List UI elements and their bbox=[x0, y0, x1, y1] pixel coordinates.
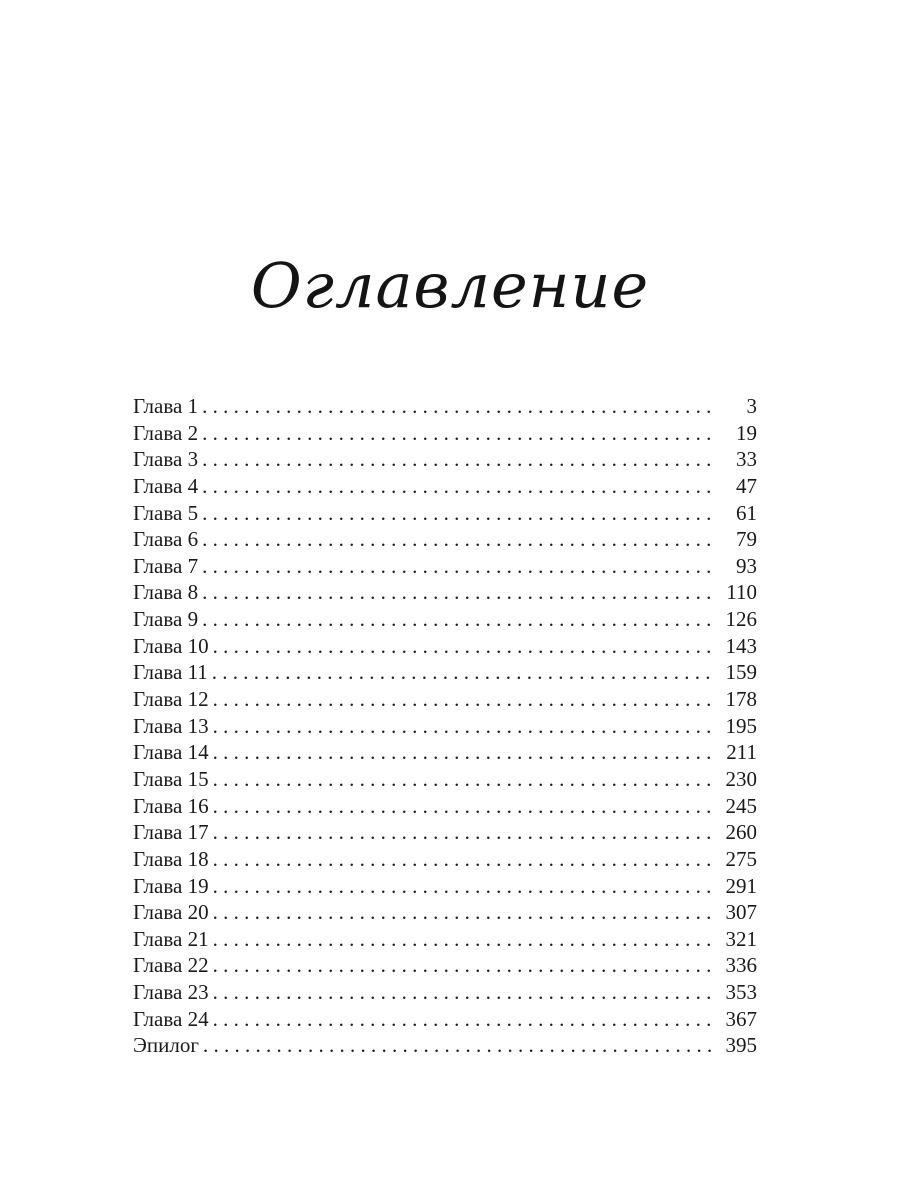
toc-entry-page: 159 bbox=[725, 660, 757, 685]
dot-leader bbox=[213, 713, 711, 740]
toc-entry bbox=[133, 500, 757, 527]
toc-entry-label: Глава 14 bbox=[133, 740, 209, 765]
dot-leader bbox=[202, 420, 711, 447]
toc-entry-page: 143 bbox=[725, 633, 757, 658]
dot-leader bbox=[202, 446, 711, 473]
toc-entry-label: Глава 1 bbox=[133, 394, 199, 418]
toc-entry-page: 178 bbox=[725, 687, 757, 712]
toc-entry-page: 3 bbox=[746, 394, 757, 418]
toc-entry-page: 33 bbox=[736, 447, 757, 472]
toc-entry-label: Глава 11 bbox=[133, 660, 208, 685]
toc-entry-label: Глава 9 bbox=[133, 607, 199, 632]
toc-entry-label: Глава 2 bbox=[133, 420, 199, 445]
toc-entry bbox=[133, 526, 757, 553]
dot-leader bbox=[212, 659, 711, 686]
toc-entry-label: Глава 16 bbox=[133, 793, 209, 818]
toc-entry bbox=[133, 446, 757, 473]
dot-leader bbox=[213, 899, 711, 926]
toc-entry bbox=[133, 819, 757, 846]
toc-entry-label: Глава 6 bbox=[133, 527, 199, 552]
toc-entry bbox=[133, 420, 757, 447]
toc-entry bbox=[133, 873, 757, 900]
toc-entry bbox=[133, 659, 757, 686]
dot-leader bbox=[213, 979, 711, 1006]
dot-leader bbox=[202, 473, 711, 500]
dot-leader bbox=[213, 686, 711, 713]
page-title: Оглавление bbox=[250, 249, 650, 322]
dot-leader bbox=[202, 526, 711, 553]
toc-entry-label: Глава 5 bbox=[133, 500, 199, 525]
toc-entry bbox=[133, 713, 757, 740]
toc-entry-label: Глава 12 bbox=[133, 687, 209, 712]
toc-entry bbox=[133, 1006, 757, 1033]
toc-entry-page: 79 bbox=[736, 527, 757, 552]
toc-entry bbox=[133, 633, 757, 660]
toc-entry-label: Глава 23 bbox=[133, 980, 209, 1005]
toc-entry-label: Глава 3 bbox=[133, 447, 199, 472]
dot-leader bbox=[202, 606, 711, 633]
toc-entry-label: Глава 17 bbox=[133, 820, 209, 845]
toc-entry-page: 395 bbox=[725, 1033, 757, 1058]
toc-entry-page: 367 bbox=[725, 1006, 757, 1031]
toc-entry-page: 126 bbox=[725, 607, 757, 632]
toc-entry bbox=[133, 606, 757, 633]
dot-leader bbox=[213, 766, 711, 793]
dot-leader bbox=[213, 873, 711, 900]
dot-leader bbox=[213, 793, 711, 820]
toc-entry-label: Глава 22 bbox=[133, 953, 209, 978]
dot-leader bbox=[202, 393, 711, 420]
toc-entry-label: Глава 21 bbox=[133, 926, 209, 951]
toc-entry-label: Глава 20 bbox=[133, 900, 209, 925]
dot-leader bbox=[213, 846, 711, 873]
dot-leader bbox=[213, 633, 711, 660]
toc-entry bbox=[133, 553, 757, 580]
toc-entry-label: Глава 10 bbox=[133, 633, 209, 658]
toc-entry bbox=[133, 926, 757, 953]
dot-leader bbox=[202, 500, 711, 527]
toc-entry-label: Глава 18 bbox=[133, 846, 209, 871]
toc-entry-page: 230 bbox=[725, 766, 757, 791]
toc-entry bbox=[133, 739, 757, 766]
toc-entry bbox=[133, 1032, 757, 1059]
toc-entry-label: Глава 24 bbox=[133, 1006, 209, 1031]
toc-entry-page: 336 bbox=[725, 953, 757, 978]
toc-entry-label: Глава 15 bbox=[133, 766, 209, 791]
toc-entry-page: 291 bbox=[725, 873, 757, 898]
toc-entry bbox=[133, 979, 757, 1006]
toc-entry-label: Глава 8 bbox=[133, 580, 199, 605]
toc-entry-page: 260 bbox=[725, 820, 757, 845]
dot-leader bbox=[213, 739, 711, 766]
toc-entry-label: Глава 13 bbox=[133, 713, 209, 738]
toc-entry bbox=[133, 686, 757, 713]
toc-entry-label: Эпилог bbox=[133, 1033, 199, 1058]
toc-entry-page: 47 bbox=[736, 473, 757, 498]
dot-leader bbox=[213, 926, 711, 953]
toc-entry-page: 61 bbox=[736, 500, 757, 525]
toc-entry bbox=[133, 793, 757, 820]
toc-entry-page: 211 bbox=[726, 740, 757, 765]
toc-entry bbox=[133, 393, 757, 420]
toc-entry-page: 275 bbox=[725, 846, 757, 871]
toc-entry-label: Глава 4 bbox=[133, 473, 199, 498]
toc-entry-page: 110 bbox=[726, 580, 757, 605]
toc-entry-page: 245 bbox=[725, 793, 757, 818]
toc-entry bbox=[133, 473, 757, 500]
toc-entry bbox=[133, 952, 757, 979]
toc-entry-page: 307 bbox=[725, 900, 757, 925]
toc-entry-page: 321 bbox=[725, 926, 757, 951]
dot-leader bbox=[213, 819, 711, 846]
dot-leader bbox=[202, 553, 711, 580]
toc-entry-label: Глава 7 bbox=[133, 553, 199, 578]
toc-entry bbox=[133, 899, 757, 926]
toc-entry-page: 195 bbox=[725, 713, 757, 738]
toc-entry-page: 19 bbox=[736, 420, 757, 445]
dot-leader bbox=[213, 952, 711, 979]
toc-entry-page: 353 bbox=[725, 980, 757, 1005]
toc-entry bbox=[133, 766, 757, 793]
toc-entry bbox=[133, 846, 757, 873]
dot-leader bbox=[203, 1032, 711, 1059]
toc-entry-page: 93 bbox=[736, 553, 757, 578]
toc-entry bbox=[133, 579, 757, 606]
dot-leader bbox=[213, 1006, 711, 1033]
toc-entry-label: Глава 19 bbox=[133, 873, 209, 898]
dot-leader bbox=[202, 579, 711, 606]
table-of-contents bbox=[133, 393, 757, 1059]
